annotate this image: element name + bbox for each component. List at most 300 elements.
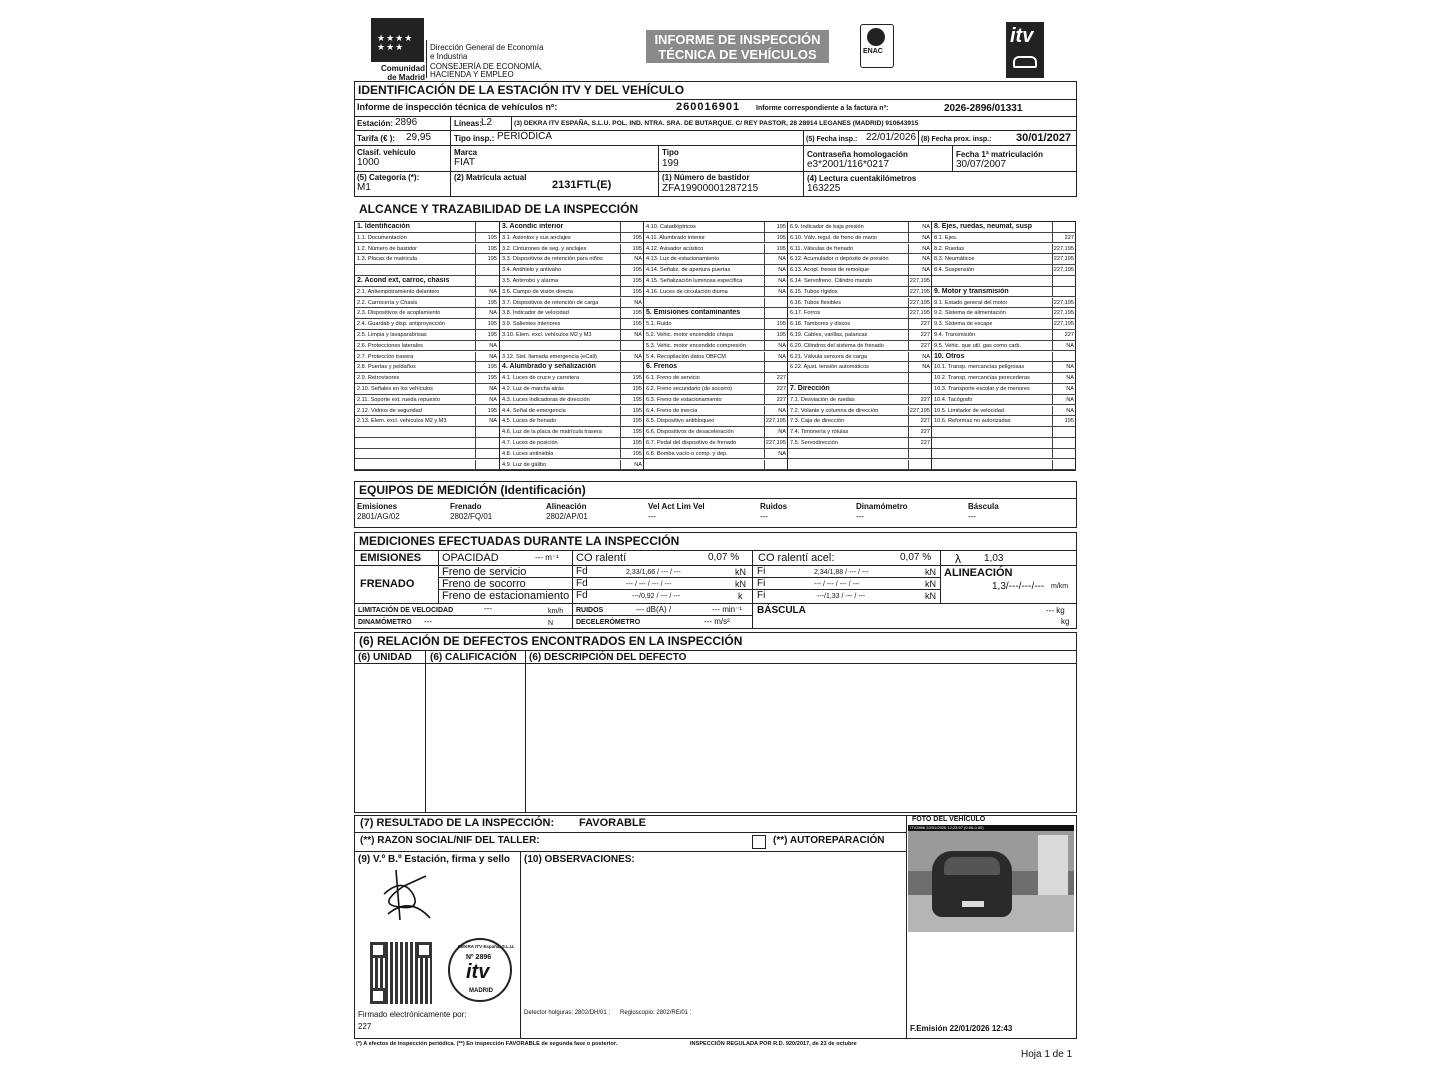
scope-item-value: 195 [632,375,642,382]
scope-item-label: 4.7. Luces de posición [502,440,558,446]
inspection-date: 22/01/2026 [866,132,917,143]
parking-fi-value: ---/1,33 / --- / --- [817,593,866,600]
fd-label: Fd [576,566,588,577]
scope-row [500,362,644,373]
equipment-value: --- [968,512,976,521]
identification-title: IDENTIFICACIÓN DE LA ESTACIÓN ITV Y DEL VEHÍCULO [358,83,685,97]
scope-row [500,460,644,471]
scope-row [788,298,932,309]
scope-item-value: 227,195 [1053,299,1074,306]
department-line: e Industria [430,52,468,61]
scope-item-value: 195 [487,375,497,382]
scope-item-value: 195 [632,429,642,436]
equipment-label: Emisiones [357,502,398,511]
scope-item-value: 195 [632,278,642,284]
scope-item-value: 227,195 [765,440,786,446]
scope-item-value: NA [778,278,786,284]
scope-item-label: 7.4. Timonería y rótulas [790,429,849,436]
scope-item-value: 227 [920,440,930,446]
scope-row [355,449,499,460]
opacity-value: --- m⁻¹ [535,553,559,562]
scope-row [644,427,788,438]
model-label: Tipo [662,148,679,157]
scope-item-label: 3. Acondic interior [502,223,564,230]
scope-row [644,406,788,417]
scope-row [932,395,1076,406]
scope-item-value: 195 [487,245,497,252]
scope-item-value: NA [634,332,642,338]
description-column-header: (6) DESCRIPCIÓN DEL DEFECTO [529,652,687,663]
scope-item-label: 1. Identificación [357,223,410,230]
scope-item-value: 195 [1064,418,1074,425]
scope-row [932,319,1076,330]
scope-row [644,244,788,255]
scope-item-value: 227,195 [765,418,786,425]
scope-item-label: 9. Motor y transmisión [934,287,1009,295]
scope-item-label: 9.5. Vehic. que util. gas como carb. [934,342,1022,349]
scope-row [644,416,788,427]
fi-label: Fi [757,578,766,589]
scope-item-value: 195 [487,407,497,414]
photo-timestamp: ITV2896 22/01/2026 12:23:57 (0.06-0.00) [910,825,984,830]
scope-item-value: 227,195 [1053,321,1074,328]
self-repair-label: (**) AUTOREPARACIÓN [773,835,885,846]
scope-row [355,265,499,276]
scope-item-value: 227 [920,332,930,338]
fd-label: Fd [576,590,588,601]
scope-row [355,395,499,406]
scope-item-label: 5.4. Recopilación datos OBFCM [646,353,726,360]
scope-item-value: NA [634,256,642,263]
scope-row [932,308,1076,319]
scope-item-value: NA [778,256,786,263]
scope-row [644,449,788,460]
scope-row [500,319,644,330]
scope-item-label: 6.12. Acumulador o depósito de presión [790,256,889,263]
scope-item-value: NA [778,288,786,295]
secondary-fi-value: --- / --- / --- / --- [814,581,860,588]
scope-row [932,265,1076,276]
scope-row [355,276,499,287]
scope-item-value: NA [778,342,786,349]
scope-item-label: 9.4. Transmisión [934,332,976,338]
scope-item-label: 9.1. Estado general del motor [934,299,1008,306]
braking-label: FRENADO [360,578,415,590]
scope-item-label: 4.3. Luces indicadoras de dirección [502,396,590,403]
scope-item-value: 195 [776,234,786,241]
fi-label: Fi [757,566,766,577]
category: M1 [357,182,371,193]
scope-item-label: 8.2. Ruedas [934,245,965,252]
scope-row [788,319,932,330]
odometer: 163225 [807,183,841,194]
dynamometer-value: --- [424,617,432,626]
fd-label: Fd [576,578,588,589]
equipment-label: Dinamómetro [856,502,908,511]
scope-row [788,330,932,341]
scope-item-label: 6.11. Válvulas de frenado [790,245,854,252]
scope-item-value: 227,195 [1053,245,1074,252]
scope-item-label: 4.10. Catadióptricos [646,224,696,230]
region-name: Comunidad de Madrid [381,64,425,82]
scope-item-label: 10.6. Reformas no autorizadas [934,418,1011,425]
vehicle-class-label: Clasif. vehículo [357,148,416,157]
scope-row [355,427,499,438]
invoice-number: 2026-2896/01331 [944,103,1023,114]
scope-item-value: NA [922,353,930,360]
scope-item-label: 10.3. Transporte escolar y de menores [934,386,1030,392]
parking-fd-value: ---/0,92 / --- / --- [632,593,681,600]
scope-item-value: 195 [776,332,786,338]
scope-item-label: 6.7. Pedal del dispositivo de frenado [646,440,737,446]
station-label: Estación: [357,119,394,128]
scale-value: kg [1061,617,1070,626]
scope-item-label: 4.5. Luces de frenado [502,418,557,425]
scope-item-label: 2.1. Antiempotramiento delantero [357,288,440,295]
page-number: Hoja 1 de 1 [1021,1049,1073,1060]
scope-item-label: 3.5. Antirrobo y alarma [502,278,559,284]
self-repair-checkbox[interactable] [752,835,766,849]
unit-column-header: (6) UNIDAD [358,652,412,663]
scope-item-label: 3.6. Campo de visión directa [502,288,573,295]
scope-item-value: 227 [920,418,930,425]
station-operator: (3) DEKRA ITV ESPAÑA, S.L.U. POL. IND. NTRA. SRA. DE BUTARQUE. C/ REY PASTOR, 28 28914 LEGANES (MADRID) 910643915 [514,120,919,127]
scope-column [499,222,644,470]
plate-label: (2) Matrícula actual [454,173,527,182]
scope-item-label: 7.5. Servodirección [790,440,838,446]
vehicle-photo-label: FOTO DEL VEHÍCULO [912,816,986,823]
grade-column-header: (6) CALIFICACIÓN [430,652,517,663]
scope-grid [354,221,1076,471]
equipment-label: Ruidos [760,502,788,511]
vin: ZFA19900001287215 [662,183,759,194]
measurements-title: MEDICIONES EFECTUADAS DURANTE LA INSPECCIÓN [359,534,680,548]
scope-item-label: 3.2. Cinturones de seg. y anclajes [502,245,587,252]
scope-item-label: 6.17. Forros [790,310,821,317]
scope-row [788,406,932,417]
document-title-banner [646,30,829,63]
service-brake-label: Freno de servicio [442,566,527,578]
scope-column [931,222,1076,470]
equipment-value: --- [648,512,656,521]
scope-item-label: 2.11. Soporte ext. rueda repuesto [357,396,440,403]
scope-row [644,330,788,341]
speed-limit-value: --- [484,604,492,613]
scale-value: --- kg [1046,606,1065,615]
scope-item-value: NA [489,396,497,403]
scope-item-value: NA [1066,386,1074,392]
lambda-label: λ [955,552,961,566]
scope-item-value: 227,195 [909,299,930,306]
scope-item-label: 2.7. Protección trasera [357,353,414,360]
scope-row [355,287,499,298]
scope-row [644,287,788,298]
lines-label: Líneas: [454,119,483,128]
scope-item-value: 227,195 [909,310,930,317]
speed-limit-unit: km/h [548,608,564,615]
scope-item-label: 2.13. Elem. excl. vehículos M2 y M3 [357,418,447,425]
scope-item-value: NA [922,267,930,274]
scope-item-label: 1.1. Documentación [357,234,407,241]
scope-item-value: 195 [632,407,642,414]
document-title: INFORME DE INSPECCIÓN [654,32,821,47]
scope-item-label: 6.18. Tambores y discos [790,321,851,328]
noise-value: --- dB(A) / [636,605,672,614]
scope-row [932,449,1076,460]
fi-label: Fi [757,590,766,601]
scope-item-value: 227 [920,342,930,349]
scope-row [355,330,499,341]
scope-item-label: 10. Otros [934,352,965,360]
scope-item-value: NA [778,353,786,360]
scope-item-label: 1.2. Número de bastidor [357,245,418,252]
scope-row [788,276,932,287]
speed-limit-label: LIMITACIÓN DE VELOCIDAD [358,607,454,614]
co-idle-label: CO ralentí [576,552,627,564]
scope-item-value: 227,195 [1053,256,1074,263]
secondary-fd-value: --- / --- / --- / --- [626,581,672,588]
scope-item-label: 4.11. Alumbrado interior [646,234,705,241]
scope-item-label: 8.3. Neumáticos [934,256,975,263]
scope-row [644,395,788,406]
scope-item-label: 2.2. Carrocería y Chasis [357,299,418,306]
scope-item-value: NA [489,353,497,360]
scope-item-value: NA [1066,407,1074,414]
kn-unit: kN [925,567,936,577]
scope-item-value: 227 [920,396,930,403]
scope-item-label: 5.2. Vehic. motor encendido chispa [646,332,734,338]
scope-row [355,319,499,330]
scope-row [788,449,932,460]
footer-note: (*) A efectos de inspección periódica. (**) En inspección FAVORABLE de segunda fase o posterior. [356,1041,618,1047]
scope-row [932,222,1076,233]
scope-item-label: 6.10. Válv. regul. de freno de mano [790,234,877,241]
scope-item-value: 227 [920,321,930,328]
lines-value: L2 [481,117,493,128]
scope-item-label: 8.4. Suspensión [934,267,975,274]
category-label: (5) Categoría (*): [357,173,420,182]
scope-item-label: 3.10. Elem. excl. vehículos M2 y M3 [502,332,592,338]
equipment-label: Báscula [968,502,999,511]
scope-row [644,438,788,449]
scope-item-label: 6.1. Freno de servicio [646,375,700,382]
result-label: (7) RESULTADO DE LA INSPECCIÓN: [360,817,555,829]
scope-row [932,341,1076,352]
scope-item-label: 6.13. Acopl. frenos de remolque [790,267,869,274]
report-number-label: Informe de inspección técnica de vehículos nº: [357,102,558,112]
scope-item-label: 2.8. Puertas y peldaños [357,364,416,371]
scope-row [788,287,932,298]
scope-item-label: 2.12. Vidrios de seguridad [357,407,422,414]
scope-item-label: 7.1. Desviación de ruedas [790,396,855,403]
scope-row [788,254,932,265]
scope-row [932,352,1076,363]
fee-value: 29,95 [406,132,432,143]
station-stamp-label: (9) V.º B.º Estación, firma y sello [358,854,510,865]
scope-row [644,265,788,276]
scope-item-label: 3.3. Dispositivos de retención para niños [502,256,603,263]
model: 199 [662,158,679,169]
vehicle-class: 1000 [357,157,380,168]
scope-item-label: 2.3. Dispositivos de acoplamiento [357,310,441,317]
scope-row [932,298,1076,309]
regloscope: Regloscopio: 2802/RE/01 ; [620,1010,692,1016]
kn-unit: kN [925,591,936,601]
alignment-value: 1,3/---/---/--- [992,581,1045,592]
scope-row [644,460,788,471]
scope-row [788,373,932,384]
plate-number: 2131FTL(E) [552,179,612,191]
scope-row [355,416,499,427]
scope-item-value: NA [489,310,497,317]
scope-row [355,352,499,363]
scope-item-value: NA [1066,342,1074,349]
scope-item-label: 4.15. Señalización luminosa específica [646,278,743,284]
scope-row [932,416,1076,427]
scope-row [644,352,788,363]
scope-item-label: 6.6. Dispositivos de desaceleración [646,429,734,436]
dynamometer-unit: N [548,620,554,627]
scope-item-label: 6. Frenos [646,363,678,371]
odometer-label: (4) Lectura cuentakilómetros [807,174,917,183]
scope-item-label: 4.4. Señal de emergencia [502,407,566,414]
scope-row [788,308,932,319]
scope-item-value: NA [1066,375,1074,382]
homologation-label: Contraseña homologación [807,150,908,159]
noise-rpm: --- min⁻¹ [712,605,742,614]
scope-item-label: 5. Emisiones contaminantes [646,309,741,317]
noise-label: RUIDOS [576,607,604,614]
scope-item-value: NA [922,224,930,230]
scope-row [355,254,499,265]
scope-item-value: NA [1066,364,1074,371]
scope-item-label: 8. Ejes, ruedas, neumat, susp [934,223,1033,230]
scope-item-label: 6.8. Bomba vacío o comp. y dep. [646,450,728,457]
scope-row [500,233,644,244]
signed-by: 227 [358,1022,372,1031]
scope-row [932,233,1076,244]
scope-item-label: 10.5. Limitador de velocidad [934,407,1004,414]
scope-row [932,427,1076,438]
scope-item-label: 9.3. Sistema de escape [934,321,993,328]
scope-row [500,352,644,363]
scope-item-value: 195 [632,418,642,425]
scope-item-label: 3.12. Sist. llamada emergencia (eCall) [502,353,597,360]
next-inspection-label: (8) Fecha prox. insp.: [921,136,992,143]
scope-row [788,427,932,438]
scope-row [788,244,932,255]
scope-row [500,265,644,276]
scope-item-label: 3.9. Salientes interiores [502,321,561,328]
scope-item-value: 195 [776,245,786,252]
scope-item-value: 227,195 [1053,310,1074,317]
scope-item-label: 7. Dirección [790,385,830,392]
equipment-value: 2802/AP/01 [546,512,588,521]
equipment-title: EQUIPOS DE MEDICIÓN (Identificación) [359,483,586,497]
scope-row [932,287,1076,298]
scope-row [932,362,1076,373]
scope-row [644,362,788,373]
scope-row [500,438,644,449]
opacity-label: OPACIDAD [442,552,499,564]
scope-row [355,298,499,309]
scope-row [500,298,644,309]
co-idle-value: 0,07 % [708,552,740,563]
scope-row [788,352,932,363]
scope-row [500,308,644,319]
scope-item-label: 4.13. Luz de estacionamiento [646,256,720,263]
scope-item-label: 6.21. Válvula sensora de carga [790,353,868,360]
scope-row [932,438,1076,449]
scope-row [644,384,788,395]
kn-unit: kN [735,579,746,589]
scope-item-label: 4.2. Luz de marcha atrás [502,386,564,392]
scope-row [500,254,644,265]
scope-item-label: 6.9. Indicador de baja presión [790,224,864,230]
scope-item-value: 195 [487,299,497,306]
parking-brake-label: Freno de estacionamiento [442,590,570,602]
scope-item-label: 7.3. Caja de dirección [790,418,845,425]
scope-item-label: 6.16. Tubos flexibles [790,299,841,306]
scope-item-label: 8.1. Ejes. [934,234,958,241]
scope-item-value: 195 [487,364,497,371]
scope-item-label: 10.2. Transp. mercancías perecederas [934,375,1030,382]
scope-item-value: 227,195 [909,288,930,295]
alignment-unit: m/km [1051,583,1069,590]
scope-item-label: 6.20. Cilindros del sistema de frenado [790,342,884,349]
homologation: e3*2001/116*0217 [807,159,890,170]
scope-item-value: NA [778,407,786,414]
scope-row [500,395,644,406]
decelerometer-value: --- m/s² [704,617,730,626]
scale-label: BÁSCULA [757,605,806,616]
scope-item-value: NA [922,256,930,263]
scope-row [500,384,644,395]
scope-row [355,438,499,449]
scope-item-value: 195 [487,234,497,241]
scope-item-value: 227 [920,429,930,436]
observations-label: (10) OBSERVACIONES: [524,854,635,865]
inspection-type: PERIÓDICA [497,131,553,142]
scope-row [788,460,932,471]
scope-row [788,416,932,427]
scope-item-value: 227,195 [909,278,930,284]
play-detector: Detector holguras: 2802/DH/01 ; [524,1010,611,1016]
enac-emblem-icon [867,28,885,46]
scope-item-value: 195 [632,450,642,457]
scope-item-label: 9.2. Sistema de alimentación [934,310,1006,317]
scope-row [788,233,932,244]
first-registration-label: Fecha 1ª matriculación [956,150,1043,159]
brand-label: Marca [454,148,478,157]
scope-item-value: 195 [487,332,497,338]
scope-item-label: 6.5. Dispositivo antibloqueo [646,418,715,425]
equipment-value: --- [760,512,768,521]
decelerometer-label: DECELERÓMETRO [576,619,641,626]
kn-unit: kN [735,567,746,577]
scope-row [788,265,932,276]
scope-row [500,427,644,438]
scope-item-label: 3.4. Antihielo y antivaho [502,267,562,274]
scope-item-label: 2. Acond ext, carroc, chasis [357,277,450,284]
scope-item-value: NA [778,429,786,436]
department-line: HACIENDA Y EMPLEO [430,70,514,79]
scope-title: ALCANCE Y TRAZABILIDAD DE LA INSPECCIÓN [359,202,639,216]
scope-item-value: 195 [487,321,497,328]
scope-item-value: 195 [632,267,642,274]
equipment-label: Alineación [546,502,587,511]
scope-row [932,373,1076,384]
